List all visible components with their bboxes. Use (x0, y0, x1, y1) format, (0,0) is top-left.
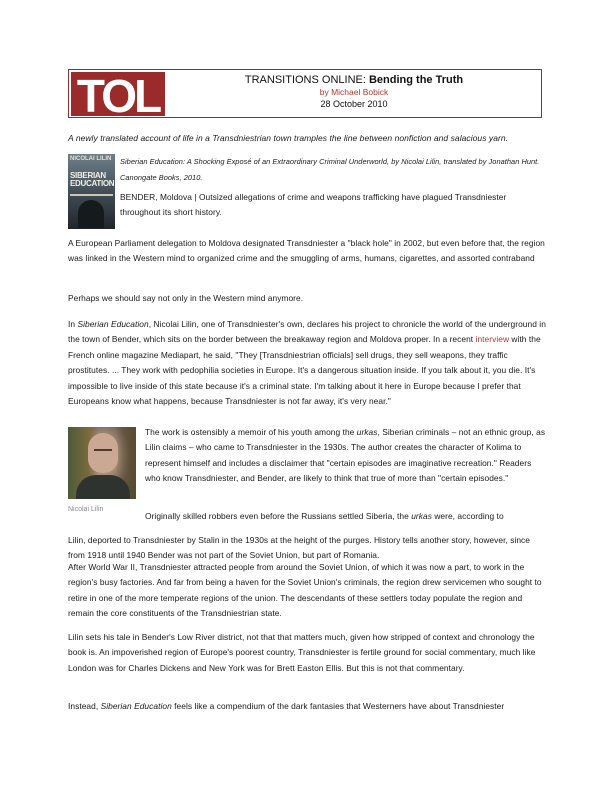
paragraph-6: Originally skilled robbers even before the Russians settled Siberia, the urkas were, according to (145, 511, 504, 521)
byline[interactable]: by Michael Bobick (319, 87, 389, 97)
book-title: Siberian Education (100, 701, 172, 711)
cover-title: SIBERIAN EDUCATION (70, 171, 115, 188)
author-portrait-image (68, 427, 136, 499)
article-header (68, 69, 542, 118)
headline: Bending the Truth (368, 74, 464, 86)
book-cover-image (68, 154, 115, 229)
page-title (209, 73, 499, 87)
photo-caption: Nicolai Lilin (68, 506, 104, 513)
site-name: TRANSITIONS ONLINE: (244, 74, 366, 86)
paragraph-8: After World War II, Transdniester attracted people from around the Soviet Union, of which it was now a part, to work in the region's busy factories. And far from being a haven for the Soviet Union's criminals, the region drew servicemen who sought to retire in one of the more temperate regions of the union. The descendants of these settlers today populate the region and remain the core constituents of the Transdniestrian state. (68, 562, 542, 619)
paragraph-5: The work is ostensibly a memoir of his youth among the urkas, Siberian criminals – not an ethnic group, as Lilin claims – who came to Transdniester in the 1930s. The author creates the character of Kolima to represent himself and includes a disclaimer that "certain episodes are imaginative recreation." Readers who know Transdniester, and Bender, are likely to think that true of more than "certain episodes." (145, 427, 546, 484)
paragraph-9: Lilin sets his tale in Bender's Low River district, not that that matters much, given how stripped of context and chronology the book is. An impoverished region of Europe's poorest country, Transdniester is fertile ground for social commentary, much like London was for Charles Dickens and New York was for Brett Easton Ellis. But this is not that commentary. (68, 632, 536, 673)
paragraph-7: Lilin, deported to Transdniester by Stalin in the 1930s at the height of the purges. History tells another story, however, since from 1918 until 1940 Bender was not part of the Soviet Union, but part of Romania. (68, 535, 531, 561)
publish-date: 28 October 2010 (320, 99, 388, 109)
paragraph-4: In Siberian Education, Nicolai Lilin, one of Transdniester's own, declares his project to chronicle the world of the underground in the town of Bender, which sits on the border between the breakaway region and Moldova proper. In a recent interview with the French online magazine Mediapart, he said, "They [Transdniestrian officials] sell drugs, they sell weapons, they traffic prostitutes. ... They work with pedophilia societies in Europe. It's a dangerous situation inside. If you talk about it, you die. It's impossible to live inside of this state because it's a criminal state. I'm talking about it here in Europe because I prefer that Europeans know what happens, because Transdniester is not far away, it's very near." (68, 319, 546, 407)
book-title: Siberian Education (77, 319, 149, 329)
paragraph-2: A European Parliament delegation to Moldova designated Transdniester a "black hole" in 2002, but even before that, the region was linked in the Western mind to organized crime and the smuggling of arms, humans, cigarettes, and assorted contraband (68, 238, 545, 264)
header-text (209, 73, 499, 110)
book-citation: Siberian Education: A Shocking Exposé of an Extraordinary Criminal Underworld, by Nicolai Lilin, translated by Jonathan Hunt. Canongate Books, 2010. (120, 157, 540, 182)
cover-author: NICOLAI LILIN (70, 156, 112, 162)
logo-text: TOL (76, 72, 160, 116)
paragraph-3: Perhaps we should say not only in the Western mind anymore. (68, 293, 304, 303)
paragraph-10: Instead, Siberian Education feels like a compendium of the dark fantasies that Westerners have about Transdniester (68, 701, 505, 711)
interview-link[interactable]: interview (475, 334, 510, 345)
paragraph-1: BENDER, Moldova | Outsized allegations of crime and weapons trafficking have plagued Transdniester throughout its short history. (120, 192, 507, 218)
lead-paragraph: A newly translated account of life in a Transdniestrian town tramples the line between nonfiction and salacious yarn. (68, 133, 509, 143)
tol-logo (71, 72, 165, 116)
